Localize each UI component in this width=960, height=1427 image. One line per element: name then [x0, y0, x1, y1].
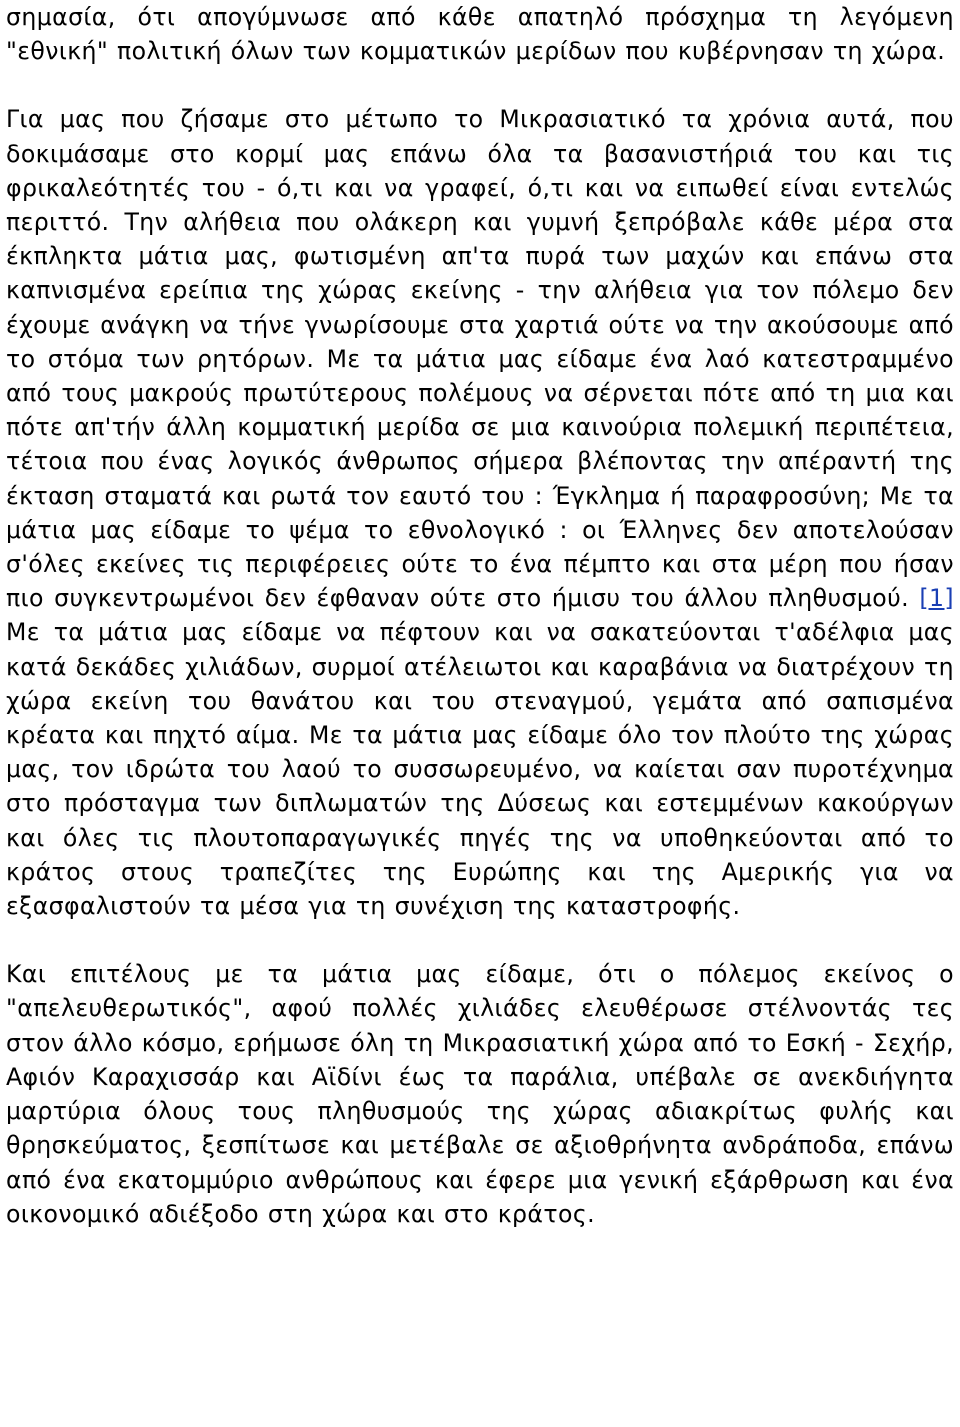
paragraph-2-text-after-footnote: Με τα μάτια μας είδαμε να πέφτουν και να σακατεύονται τ'αδέλφια μας κατά δεκάδες χιλιάδων, συρμοί ατέλειωτοι και καραβάνια να διατρέχουν τη χώρα εκείνη του θανάτου και του στεναγμού, γεμάτα από σαπισμένα κρέατα και πηχτό αίμα. Με τα μάτια μας είδαμε όλο τον πλούτο της χώρας μας, τον ιδρώτα του λαού το συσσωρευμένο, να καίεται σαν πυροτέχνημα στο πρόσταγμα των διπλωματών της Δύσεως και εστεμμένων κακούργων και όλες τις πλουτοπαραγωγικές πηγές της να υποθηκεύονται από το κράτος στους τραπεζίτες της Ευρώπης και της Αμερικής για να εξασφαλιστούν τα μέσα για τη συνέχιση της καταστροφής. [6, 618, 954, 921]
paragraph-2-text-before-footnote: Για μας που ζήσαμε στο μέτωπο το Μικρασιατικό τα χρόνια αυτά, που δοκιμάσαμε στο κορμί μας επάνω όλα τα βασανιστήριά του και τις φρικαλεότητές του - ό,τι και να γραφεί, ό,τι και να ειπωθεί είναι εντελώς περιττό. Την αλήθεια που ολάκερη και γυμνή ξεπρόβαλε κάθε μέρα στα έκπληκτα μάτια μας, φωτισμένη απ'τα πυρά των μαχών και επάνω στα καπνισμένα ερείπια της χώρας εκείνης - την αλήθεια για τον πόλεμο δεν έχουμε ανάγκη να τήνε γνωρίσουμε στα χαρτιά ούτε να την ακούσουμε από το στόμα των ρητόρων. Με τα μάτια μας είδαμε ένα λαό κατεστραμμένο από τους μακρούς πρωτύτερους πολέμους να σέρνεται πότε από τη μια και πότε απ'τήν άλλη κομματική μερίδα σε μια καινούρια πολεμική περιπέτεια, τέτοια που ένας λογικός άνθρωπος σήμερα βλέποντας την απέραντή της έκταση σταματά και ρωτά τον εαυτό του : Έγκλημα ή παραφροσύνη; Με τα μάτια μας είδαμε το ψέμα το εθνολογικό : οι Έλληνες δεν αποτελούσαν σ'όλες εκείνες τις περιφέρειες ούτε το ένα πέμπτο και στα μέρη που ήσαν πιο συγκεντρωμένοι δεν έφθαναν ούτε στο ήμισυ του άλλου πληθυσμού. [6, 105, 954, 613]
paragraph-1: σημασία, ότι απογύμνωσε από κάθε απατηλό πρόσχημα τη λεγόμενη "εθνική" πολιτική όλων των κομματικών μερίδων που κυβέρνησαν τη χώρα. [6, 3, 954, 66]
paragraph-2 [6, 102, 954, 923]
footnote-1-link[interactable]: [1] [919, 584, 954, 613]
paragraph-3: Και επιτέλους με τα μάτια μας είδαμε, ότι ο πόλεμος εκείνος ο "απελευθερωτικός", αφού πολλές χιλιάδες ελευθέρωσε στέλνοντάς τες στον άλλο κόσμο, ερήμωσε όλη τη Μικρασιατική χώρα από το Εσκή - Σεχήρ, Αφιόν Καραχισσάρ και Αϊδίνι έως τα παράλια, υπέβαλε σε ανεκδιήγητα μαρτύρια όλους τους πληθυσμούς της χώρας αδιακρίτως φυλής και θρησκεύματος, ξεσπίτωσε και μετέβαλε σε αξιοθρήνητα ανδράποδα, επάνω από ένα εκατομμύριο ανθρώπους και έφερε μια γενική εξάρθρωση και ένα οικονομικό αδιέξοδο στη χώρα και στο κράτος. [6, 960, 954, 1228]
